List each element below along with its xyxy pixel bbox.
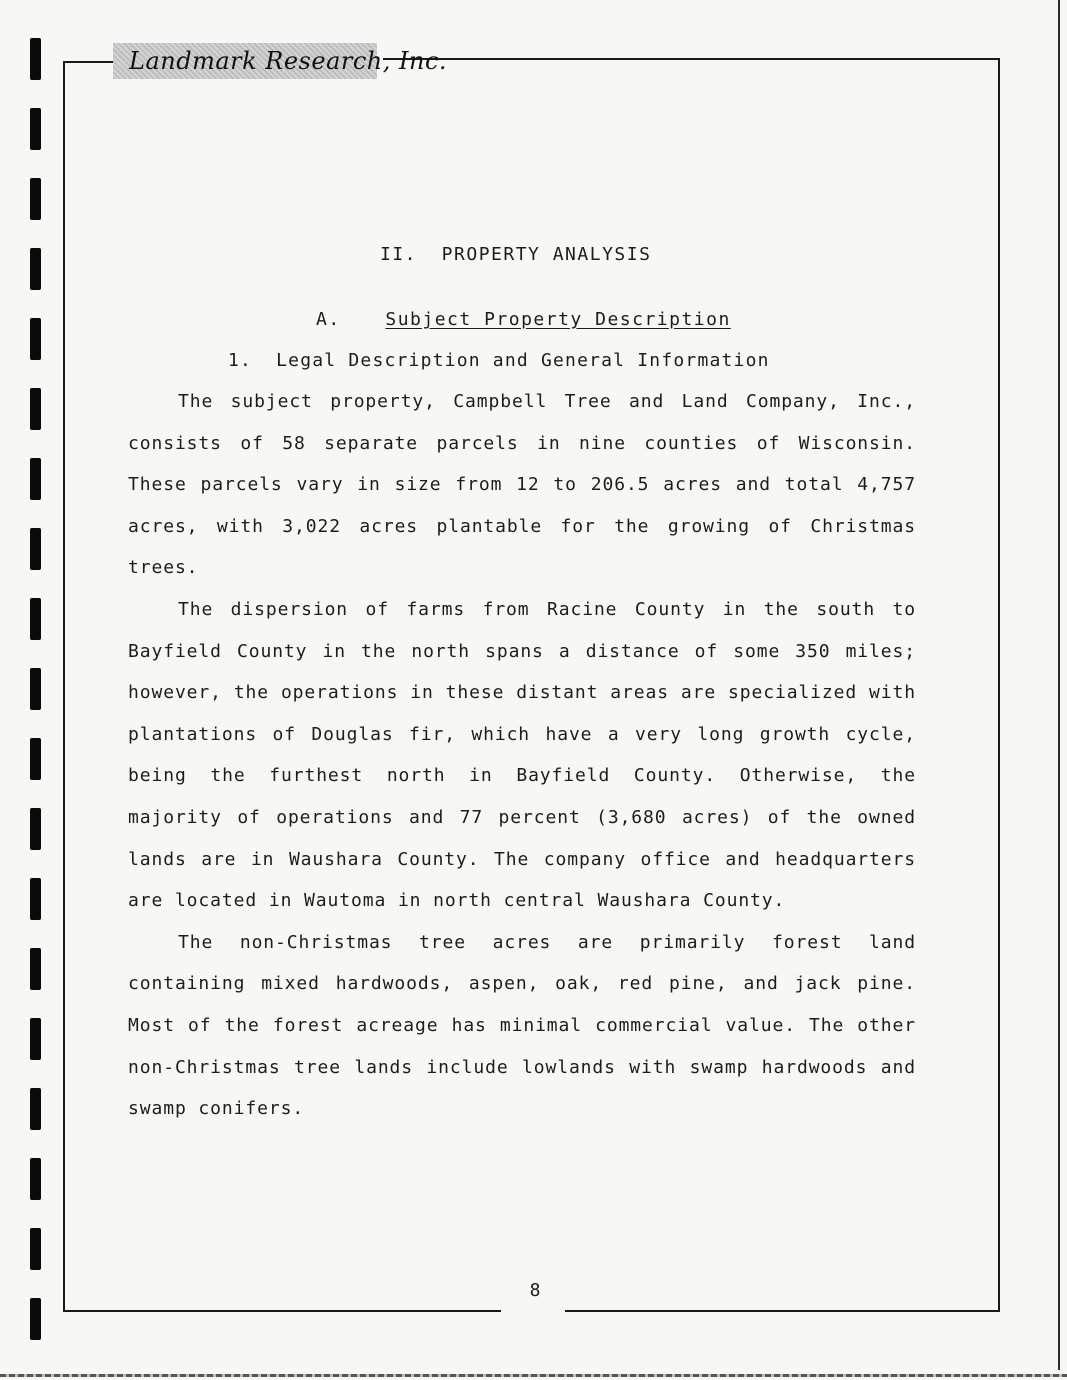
subsection-heading xyxy=(316,309,731,330)
letterhead-logo xyxy=(113,43,448,79)
binder-hole-mark xyxy=(30,598,41,640)
binder-hole-mark xyxy=(30,1018,41,1060)
binder-hole-mark xyxy=(30,668,41,710)
page-number: 8 xyxy=(529,1280,541,1301)
frame-left xyxy=(63,61,65,1312)
binder-hole-mark xyxy=(30,1298,41,1340)
paragraph: The non-Christmas tree acres are primarily forest land containing mixed hardwoods, aspen, oak, red pine, and jack pine. Most of the forest acreage has minimal commercial value. The other non-Christmas tree lands include lowlands with swamp hardwoods and swamp conifers. xyxy=(128,931,916,1120)
frame-top-left xyxy=(63,61,113,63)
binder-hole-mark xyxy=(30,178,41,220)
binder-hole-mark xyxy=(30,878,41,920)
binder-hole-mark xyxy=(30,248,41,290)
binder-hole-mark xyxy=(30,1158,41,1200)
binder-hole-mark xyxy=(30,1228,41,1270)
frame-bottom-right xyxy=(565,1310,1000,1312)
item-heading: 1. Legal Description and General Information xyxy=(228,350,770,371)
section-title: II. PROPERTY ANALYSIS xyxy=(380,244,652,265)
frame-bottom-left xyxy=(63,1310,501,1312)
binder-hole-mark xyxy=(30,458,41,500)
binder-hole-mark xyxy=(30,388,41,430)
subsection-letter: A. xyxy=(316,309,341,330)
binder-hole-mark xyxy=(30,38,41,80)
subsection-title: Subject Property Description xyxy=(385,309,731,330)
frame-top-right xyxy=(383,58,1000,60)
binder-hole-mark xyxy=(30,1088,41,1130)
binder-hole-mark xyxy=(30,808,41,850)
binder-hole-mark xyxy=(30,108,41,150)
binder-hole-mark xyxy=(30,948,41,990)
binder-hole-mark xyxy=(30,528,41,570)
logo-text: Landmark Research, Inc. xyxy=(129,47,448,75)
paragraph: The subject property, Campbell Tree and Land Company, Inc., consists of 58 separate parcels in nine counties of Wisconsin. These parcels vary in size from 12 to 206.5 acres and total 4,757 acres, with 3,022 acres plantable for the growing of Christmas trees. xyxy=(128,391,916,579)
paragraph: The dispersion of farms from Racine County in the south to Bayfield County in the north spans a distance of some 350 miles; however, the operations in these distant areas are specialized with plantations of Douglas fir, which have a very long growth cycle, being the furthest north in Bayfield County. Otherwise, the majority of operations and 77 percent (3,680 acres) of the owned lands are in Waushara County. The company office and headquarters are located in Wautoma in north central Waushara County. xyxy=(128,598,916,912)
binder-hole-mark xyxy=(30,318,41,360)
body-text xyxy=(128,381,916,1130)
page-edge xyxy=(1058,0,1060,1370)
page-edge-bottom xyxy=(0,1374,1067,1377)
binder-hole-mark xyxy=(30,738,41,780)
frame-right xyxy=(998,58,1000,1312)
